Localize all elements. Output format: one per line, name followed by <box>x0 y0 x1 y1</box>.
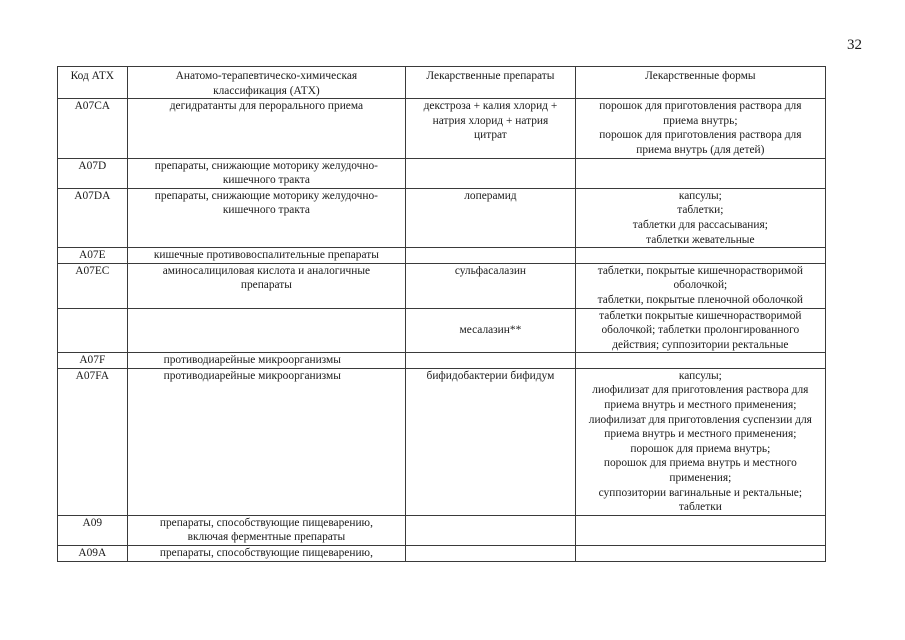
drug-cell <box>406 368 576 515</box>
table-body <box>58 99 826 561</box>
form-line: порошок для приготовления раствора для <box>599 100 802 113</box>
classification-cell <box>127 353 406 369</box>
header-classification-line: классификация (АТХ) <box>213 84 320 97</box>
form-line: таблетки жевательные <box>646 233 755 246</box>
header-code: Код АТХ <box>58 67 128 99</box>
atx-code-cell: A09A <box>58 546 128 562</box>
header-forms: Лекарственные формы <box>575 67 825 99</box>
classification-line: противодиарейные микроорганизмы <box>163 354 341 367</box>
drug-cell <box>406 515 576 545</box>
form-line: таблетки, покрытые кишечнорастворимой <box>597 264 803 277</box>
page-number: 32 <box>847 37 862 53</box>
classification-line: препараты, способствующие пищеварению, <box>159 547 373 559</box>
table-header-row <box>58 67 826 99</box>
form-line: таблетки покрытые кишечнорастворимой <box>599 309 802 322</box>
form-line: приема внутрь (для детей) <box>636 143 765 156</box>
header-classification-line: Анатомо-терапевтическо-химическая <box>175 70 358 82</box>
classification-line: кишечного тракта <box>222 204 310 217</box>
form-line: действия; суппозитории ректальные <box>612 338 789 351</box>
atx-code-cell: A07E <box>58 248 128 264</box>
table-row <box>58 158 826 188</box>
form-line: оболочкой; таблетки пролонгированного <box>601 324 800 337</box>
form-line: оболочкой; <box>673 279 728 292</box>
classification-cell <box>127 368 406 515</box>
table-row <box>58 263 826 308</box>
form-cell <box>575 515 825 545</box>
form-line: приема внутрь и местного применения; <box>604 428 797 441</box>
drug-cell <box>406 263 576 308</box>
table-row <box>58 308 826 353</box>
form-cell <box>575 158 825 188</box>
drug-line: декстроза + калия хлорид + <box>423 100 558 113</box>
form-line: порошок для приема внутрь; <box>630 442 771 455</box>
form-line: таблетки для рассасывания; <box>632 218 768 231</box>
form-line: применения; <box>669 472 732 485</box>
drug-line: лоперамид <box>464 189 517 202</box>
drug-cell <box>406 99 576 158</box>
table-row <box>58 188 826 247</box>
classification-line: препараты, снижающие моторику желудочно- <box>154 189 378 202</box>
form-cell <box>575 368 825 515</box>
drug-cell <box>406 353 576 369</box>
atx-code-cell: A07CA <box>58 99 128 158</box>
form-line: капсулы; <box>678 369 722 382</box>
atx-code-cell: A07F <box>58 353 128 369</box>
drug-cell <box>406 158 576 188</box>
classification-line: аминосалициловая кислота и аналогичные <box>162 264 371 277</box>
classification-line: дегидратанты для перорального приема <box>169 100 364 113</box>
form-cell <box>575 546 825 562</box>
header-classification <box>127 67 406 99</box>
classification-line: препараты, снижающие моторику желудочно- <box>154 159 378 172</box>
form-cell <box>575 353 825 369</box>
header-drugs: Лекарственные препараты <box>406 67 576 99</box>
atx-code-cell: A09 <box>58 515 128 545</box>
classification-cell <box>127 158 406 188</box>
form-line: таблетки <box>678 501 722 514</box>
classification-cell <box>127 188 406 247</box>
classification-cell <box>127 546 406 562</box>
drug-cell <box>406 188 576 247</box>
classification-cell <box>127 248 406 264</box>
form-line: приема внутрь и местного применения; <box>604 399 797 412</box>
classification-line: включая ферментные препараты <box>187 531 346 544</box>
table-row <box>58 546 826 562</box>
drug-cell <box>406 248 576 264</box>
drug-line: сульфасалазин <box>454 264 527 277</box>
form-line: таблетки; <box>677 204 724 217</box>
form-cell <box>575 99 825 158</box>
form-cell <box>575 248 825 264</box>
table-row <box>58 515 826 545</box>
classification-line: препараты, способствующие пищеварению, <box>159 516 373 529</box>
atx-code-cell: A07D <box>58 158 128 188</box>
classification-cell <box>127 308 406 353</box>
table-row <box>58 353 826 369</box>
drug-cell <box>406 308 576 353</box>
drug-cell <box>406 546 576 562</box>
classification-cell <box>127 99 406 158</box>
form-cell <box>575 188 825 247</box>
classification-cell <box>127 515 406 545</box>
drug-line: цитрат <box>474 129 507 142</box>
table-row <box>58 99 826 158</box>
classification-line: кишечные противовоспалительные препараты <box>153 249 379 262</box>
atx-code-cell: A07FA <box>58 368 128 515</box>
form-line: приема внутрь; <box>663 114 738 127</box>
table-row <box>58 368 826 515</box>
form-cell <box>575 263 825 308</box>
form-line: таблетки, покрытые пленочной оболочкой <box>597 293 803 306</box>
form-line: суппозитории вагинальные и ректальные; <box>598 486 803 499</box>
drug-line: натрия хлорид + натрия <box>432 114 549 127</box>
atx-code-cell: A07EC <box>58 263 128 308</box>
classification-line: противодиарейные микроорганизмы <box>163 369 341 382</box>
drug-line: месалазин** <box>459 324 522 337</box>
atx-code-cell <box>58 308 128 353</box>
classification-line: кишечного тракта <box>222 174 310 187</box>
classification-line: препараты <box>240 279 292 292</box>
table-row <box>58 248 826 264</box>
atx-code-cell: A07DA <box>58 188 128 247</box>
form-line: лиофилизат для приготовления суспензии для <box>588 413 812 426</box>
drug-line: бифидобактерии бифидум <box>426 369 555 382</box>
form-cell <box>575 308 825 353</box>
atx-table <box>57 66 826 562</box>
form-line: капсулы; <box>678 189 722 202</box>
form-line: порошок для приготовления раствора для <box>599 129 802 142</box>
form-line: порошок для приема внутрь и местного <box>603 457 797 470</box>
classification-cell <box>127 263 406 308</box>
form-line: лиофилизат для приготовления раствора для <box>592 384 809 397</box>
